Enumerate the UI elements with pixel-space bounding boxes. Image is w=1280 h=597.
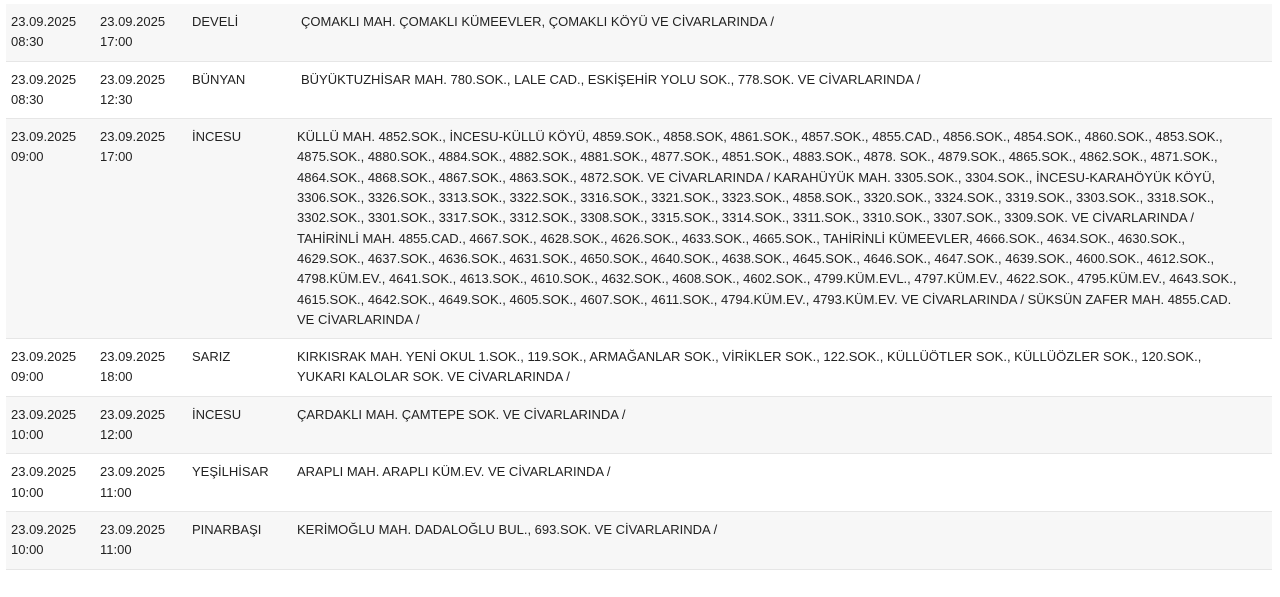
- end-date: 23.09.2025: [100, 129, 166, 145]
- district-cell: SARIZ: [192, 349, 231, 365]
- end-time: 12:00: [100, 427, 133, 443]
- table-row: [6, 339, 1272, 397]
- start-cell: [6, 127, 96, 168]
- start-date: 23.09.2025: [11, 521, 77, 537]
- district-cell: İNCESU: [192, 129, 242, 145]
- district-cell: DEVELİ: [192, 14, 239, 29]
- start-time: 10:00: [11, 427, 44, 443]
- table-row: [6, 62, 1272, 120]
- area-cell: ÇARDAKLI MAH. ÇAMTEPE SOK. VE CİVARLARINDA /: [297, 406, 626, 422]
- start-cell: [6, 12, 96, 53]
- end-date: 23.09.2025: [100, 71, 166, 87]
- end-date: 23.09.2025: [100, 14, 166, 29]
- district-cell: İNCESU: [192, 406, 242, 422]
- start-time: 10:00: [11, 542, 44, 558]
- end-time: 11:00: [100, 542, 132, 558]
- end-cell: [96, 127, 187, 168]
- end-time: 12:30: [100, 91, 133, 107]
- end-time: 11:00: [100, 484, 132, 500]
- table-row: [6, 119, 1272, 339]
- district-cell: BÜNYAN: [192, 71, 246, 87]
- start-date: 23.09.2025: [11, 464, 77, 480]
- area-cell: KÜLLÜ MAH. 4852.SOK., İNCESU-KÜLLÜ KÖYÜ, 4859.SOK., 4858.SOK, 4861.SOK., 4857.SOK., 4855.CAD., 4856.SOK., 4854.SOK., 4860.SOK., 4853.SOK., 4875.SOK., 4880.SOK., 4884.SOK., 4882.SOK., 4881.SOK., 4877.SOK., 4851.SOK., 4883.SOK., 4878. SOK., 4879.SOK., 4865.SOK., 4862.SOK., 4871.SOK., 4864.SOK., 4868.SOK., 4867.SOK., 4863.SOK., 4872.SOK. VE CİVARLARINDA / KARAHÜYÜK MAH. 3305.SOK., 3304.SOK., İNCESU-KARAHÖYÜK KÖYÜ, 3306.SOK., 3326.SOK., 3313.SOK., 3322.SOK., 3316.SOK., 3321.SOK., 3323.SOK., 4858.SOK., 3320.SOK., 3324.SOK., 3319.SOK., 3303.SOK., 3318.SOK., 3302.SOK., 3301.SOK., 3317.SOK., 3312.SOK., 3308.SOK., 3315.SOK., 3314.SOK., 3311.SOK., 3310.SOK., 3307.SOK., 3309.SOK. VE CİVARLARINDA / TAHİRİNLİ MAH. 4855.CAD., 4667.SOK., 4628.SOK., 4626.SOK., 4633.SOK., 4665.SOK., TAHİRİNLİ KÜMEEVLER, 4666.SOK., 4634.SOK., 4630.SOK., 4629.SOK., 4637.SOK., 4636.SOK., 4631.SOK., 4650.SOK., 4640.SOK., 4638.SOK., 4645.SOK., 4646.SOK., 4647.SOK., 4639.SOK., 4600.SOK., 4612.SOK., 4798.KÜM.EV., 4641.SOK., 4613.SOK., 4610.SOK., 4632.SOK., 4608.SOK., 4602.SOK., 4799.KÜM.EVL., 4797.KÜM.EV., 4622.SOK., 4795.KÜM.EV., 4643.SOK., 4615.SOK., 4642.SOK., 4649.SOK., 4605.SOK., 4607.SOK., 4611.SOK., 4794.KÜM.EV., 4793.KÜM.EV. VE CİVARLARINDA / SÜKSÜN ZAFER MAH. 4855.CAD. VE CİVARLARINDA /: [297, 129, 1237, 327]
- end-date: 23.09.2025: [100, 406, 166, 422]
- start-cell: [6, 347, 96, 388]
- start-cell: [6, 462, 96, 503]
- start-cell: [6, 70, 96, 111]
- end-time: 18:00: [100, 369, 133, 385]
- end-cell: [96, 462, 187, 503]
- end-cell: [96, 70, 187, 111]
- area-cell: BÜYÜKTUZHİSAR MAH. 780.SOK., LALE CAD., ESKİŞEHİR YOLU SOK., 778.SOK. VE CİVARLARINDA /: [301, 71, 921, 87]
- area-cell: ARAPLI MAH. ARAPLI KÜM.EV. VE CİVARLARINDA /: [297, 464, 611, 480]
- end-time: 17:00: [100, 34, 133, 50]
- start-time: 09:00: [11, 369, 44, 385]
- outage-table: [6, 4, 1272, 570]
- start-date: 23.09.2025: [11, 349, 77, 365]
- start-date: 23.09.2025: [11, 129, 77, 145]
- start-date: 23.09.2025: [11, 406, 77, 422]
- end-date: 23.09.2025: [100, 464, 166, 480]
- end-cell: [96, 520, 187, 561]
- area-cell: KERİMOĞLU MAH. DADALOĞLU BUL., 693.SOK. VE CİVARLARINDA /: [297, 521, 718, 537]
- end-time: 17:00: [100, 149, 133, 165]
- start-time: 09:00: [11, 149, 44, 165]
- end-cell: [96, 12, 187, 53]
- end-cell: [96, 405, 187, 446]
- table-row: [6, 397, 1272, 455]
- start-date: 23.09.2025: [11, 14, 77, 29]
- table-row: [6, 4, 1272, 62]
- area-cell: KIRKISRAK MAH. YENİ OKUL 1.SOK., 119.SOK., ARMAĞANLAR SOK., VİRİKLER SOK., 122.SOK., KÜLLÜÖTLER SOK., KÜLLÜÖZLER SOK., 120.SOK., YUKARI KALOLAR SOK. VE CİVARLARINDA /: [297, 349, 1202, 385]
- start-date: 23.09.2025: [11, 71, 77, 87]
- start-time: 10:00: [11, 484, 44, 500]
- district-cell: PINARBAŞI: [192, 521, 262, 537]
- table-row: [6, 454, 1272, 512]
- end-date: 23.09.2025: [100, 521, 166, 537]
- start-time: 08:30: [11, 91, 44, 107]
- start-time: 08:30: [11, 34, 44, 50]
- table-row: [6, 512, 1272, 570]
- end-date: 23.09.2025: [100, 349, 166, 365]
- start-cell: [6, 405, 96, 446]
- district-cell: YEŞİLHİSAR: [192, 464, 269, 480]
- area-cell: ÇOMAKLI MAH. ÇOMAKLI KÜMEEVLER, ÇOMAKLI KÖYÜ VE CİVARLARINDA /: [301, 14, 774, 29]
- start-cell: [6, 520, 96, 561]
- end-cell: [96, 347, 187, 388]
